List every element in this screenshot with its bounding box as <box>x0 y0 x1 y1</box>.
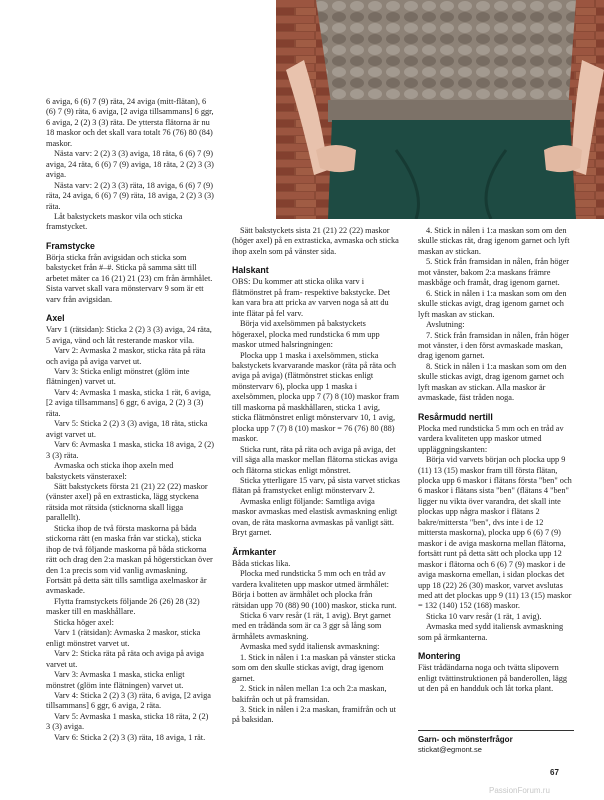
paragraph: Varv 3: Avmaska 1 maska, sticka enligt mönstret (glöm inte flätningen) varvet ut. <box>46 670 185 690</box>
section-heading: Montering <box>418 651 461 662</box>
paragraph: Låt bakstyckets maskor vila och sticka framstycket. <box>46 211 183 232</box>
contact-email: stickat@egmont.se <box>418 745 482 754</box>
section-heading: Framstycke <box>46 240 95 251</box>
paragraph: Avmaska och sticka ihop axeln med bakstyckets vänsteraxel: <box>46 461 174 481</box>
paragraph: Sticka 6 varv resår (1 rät, 1 avig). Bryt garnet med en trådända som är ca 3 ggr så lång som ärmhålets avmaskning. <box>232 610 391 641</box>
paragraph: Varv 2: Sticka räta på räta och aviga på aviga varvet ut. <box>46 649 204 669</box>
page-number: 67 <box>550 768 559 777</box>
paragraph: 4. Stick in nålen i 1:a maskan som om den skulle stickas rät, drag igenom garnet och lyft maskan av stickan. <box>418 226 570 256</box>
paragraph: Plocka upp 1 maska i axelsömmen, sticka bakstyckets kvarvarande maskor (räta på räta och aviga på aviga) (flätmönstret stickas enligt mönstervarv 6), plocka upp 1 maska i axelsömmen, plocka upp 7 (7) 8 (10) maskor fram till maskorna på maskhållaren, sticka 1 avig, sticka flätmönstret enligt mönstervarv 10, 1 avig, plocka upp 7 (7) 8 (10) maskor = 76 (76) 80 (88) maskor. <box>232 350 400 444</box>
section-heading: Resårmudd nertill <box>418 411 493 422</box>
paragraph: Varv 1 (rätsidan): Avmaska 2 maskor, sticka enligt mönstret varvet ut. <box>46 628 201 648</box>
paragraph: Börja vid varvets början och plocka upp 9 (11) 13 (15) maskor fram till första flätan, plocka upp 6 maskor i flätans första "ben" och 6 maskor i flätans sista "ben" (flätans 4 "ben" ligger nu vikta över varandra, det skall inte plockas upp några maskor i flätans 2 bakre/mittersta "ben", dvs inte i de 12 mittersta maskorna), plocka upp 6 (6) 7 (9) maskor i de aviga maskorna mellan flätorna, fortsätt runt på detta sätt och plocka upp 12 maskor i flätorna och 6 (6) 7 (9) maskor i de aviga maskorna emellan, i sidan plockas det upp 18 (22) 26 (30) maskor, varvet avslutas med att det plockas upp 9 (11) 13 (15) maskor = 132 (140) 152 (168) maskor. <box>418 455 572 611</box>
paragraph: Sticka runt, räta på räta och aviga på aviga, det vill säga alla maskor mellan flätorna stickas aviga och flätorna stickas enligt mönstret. <box>232 444 398 475</box>
paragraph: Avmaska med sydd italiensk avmaskning som på ärmkanterna. <box>418 622 564 642</box>
paragraph: Nästa varv: 2 (2) 3 (3) räta, 18 aviga, 6 (6) 7 (9) räta, 24 aviga, 6 (6) 7 (9) räta, 18 aviga, 2 (2) 3 (3) räta. <box>46 180 214 211</box>
paragraph: Fäst trådändarna noga och tvätta slipovern enligt tvättinstruktionen på banderollen, lägg ut den på en handduk och låt torka plant. <box>418 663 568 694</box>
divider <box>418 730 574 731</box>
paragraph: Sticka höger axel: <box>54 617 114 627</box>
photo-model-sweater <box>276 0 604 219</box>
column-middle <box>232 226 400 726</box>
paragraph: Flytta framstyckets följande 26 (26) 28 (32) masker till en maskhållare. <box>46 596 200 617</box>
column-right <box>418 226 574 695</box>
paragraph: Sticka 10 varv resår (1 rät, 1 avig). <box>426 611 542 621</box>
paragraph: 7. Stick från framsidan in nålen, från höger mot vänster, i den först avmaskade maskan, drag igenom garnet. <box>418 330 570 361</box>
paragraph: Varv 1 (rätsidan): Sticka 2 (2) 3 (3) aviga, 24 räta, 5 aviga, vänd och låt resterande maskor vila. <box>46 325 212 345</box>
paragraph: 6. Stick in nålen i 1:a maskan som om den skulle stickas avigt, drag igenom garnet och lyft maskan av stickan. <box>418 288 567 319</box>
paragraph: 6 aviga, 6 (6) 7 (9) räta, 24 aviga (mitt-flätan), 6 (6) 7 (9) räta, 6 aviga, [2 aviga tillsammans] 6 ggr, 6 aviga, 2 (2) 3 (3) räta. De yttersta flätorna är nu 18 maskor och det skall vara totalt 76 (76) 80 (84) maskor. <box>46 97 214 148</box>
paragraph: Varv 4: Sticka 2 (2) 3 (3) räta, 6 aviga, [2 aviga tillsammans] 6 ggr, 6 aviga, 2 räta. <box>46 691 211 711</box>
paragraph: 3. Stick in nålen i 2:a maskan, framifrån och ut på baksidan. <box>232 705 396 725</box>
paragraph: Börja vid axelsömmen på bakstyckets högeraxel, plocka med rundsticka 6 mm upp maskor utmed halsringningen: <box>232 319 380 350</box>
paragraph: Varv 2: Avmaska 2 maskor, sticka räta på räta och aviga på aviga varvet ut. <box>46 346 206 366</box>
watermark: PassionForum.ru <box>489 786 550 795</box>
paragraph: 1. Stick in nålen i 1:a maskan på vänster sticka som om den skulle stickas avigt, drag igenom garnet. <box>232 652 396 683</box>
paragraph: Avmaska med sydd italiensk avmaskning: <box>240 642 380 652</box>
paragraph: Sätt bakstyckets första 21 (21) 22 (22) maskor (vänster axel) på en extrasticka, lägg styckena rätsida mot rätsida (sticknorna skall ligga parallellt). <box>46 481 208 523</box>
paragraph: 8. Stick in nålen i 1:a maskan som om den skulle stickas avigt, drag igenom garnet och lyft maskan av stickan. Alla maskor är avmaskade, fäst tråden noga. <box>418 361 567 403</box>
paragraph: OBS: Du kommer att sticka olika varv i flätmönstret på fram- respektive bakstycke. Det kan vara bra att pricka av varven noga så att du inte flätar på fel varv. <box>232 277 391 318</box>
paragraph: Plocka med rundsticka 5 mm och en tråd av vardera kvaliteten upp maskor utmed ärmhålet: Börja i botten av ärmhålet och plocka från rätsidan upp 70 (88) 90 (100) maskor, sticka runt. <box>232 569 397 610</box>
paragraph: Varv 5: Sticka 2 (2) 3 (3) aviga, 18 räta, sticka avigt varvet ut. <box>46 419 208 439</box>
paragraph: Nästa varv: 2 (2) 3 (3) aviga, 18 räta, 6 (6) 7 (9) aviga, 24 räta, 6 (6) 7 (9) aviga, 18 räta, 2 (2) 3 (3) aviga. <box>46 149 214 180</box>
section-heading: Axel <box>46 313 65 324</box>
paragraph: Avslutning: <box>426 320 465 330</box>
contact-label: Garn- och mönsterfrågor <box>418 735 513 744</box>
paragraph: Börja sticka från avigsidan och sticka som bakstycket från #–#. Sticka på samma sätt till arbetet mäter ca 16 (21) 21 (23) cm från ärmhålet. Sista varvet skall vara mönstervarv 9 som är ett varv från avigsidan. <box>46 252 213 304</box>
paragraph: Sticka ytterligare 15 varv, på sista varvet stickas flätan på framstycket enligt mönstervarv 2. <box>232 475 400 496</box>
column-left <box>46 97 214 743</box>
paragraph: 2. Stick in nålen mellan 1:a och 2:a maskan, bakifrån och ut på framsidan. <box>232 684 387 704</box>
paragraph: Båda stickas lika. <box>232 558 291 568</box>
paragraph: Varv 4: Avmaska 1 maska, sticka 1 rät, 6 aviga, [2 aviga tillsammans] 6 ggr, 6 aviga, 2 (2) 3 (3) räta. <box>46 387 211 418</box>
section-heading: Halskant <box>232 265 269 276</box>
paragraph: 5. Stick från framsidan in nålen, från höger mot vänster, bakom 2:a maskans främre maskbåge och framåt, drag igenom garnet. <box>418 257 570 288</box>
section-heading: Ärmkanter <box>232 546 277 557</box>
paragraph: Plocka med rundsticka 5 mm och en tråd av vardera kvaliteten upp maskor utmed uppläggningskanten: <box>418 423 564 454</box>
paragraph: Sticka ihop de två första maskorna på båda stickorna rätt (en maska från var sticka), sticka ihop de två följande maskorna på båda stickorna rätt och drag den 2:a maskan på högerstickan över den 1:a precis som vid vanlig avmaskning. Fortsätt på detta sätt tills samtliga axelmaskor är avmaskade. <box>46 523 213 596</box>
paragraph: Varv 3: Sticka enligt mönstret (glöm inte flätningen) varvet ut. <box>46 366 190 387</box>
paragraph: Varv 6: Sticka 2 (2) 3 (3) räta, 18 aviga, 1 rät. <box>54 732 206 742</box>
paragraph: Avmaska enligt följande: Samtliga aviga maskor avmaskas med elastisk avmaskning enligt ovan, de räta maskorna avmaskas på vanligt sätt. Bryt garnet. <box>232 496 398 538</box>
contact-block <box>418 730 574 754</box>
paragraph: Varv 5: Avmaska 1 maska, sticka 18 räta, 2 (2) 3 (3) aviga. <box>46 711 209 732</box>
paragraph: Varv 6: Avmaska 1 maska, sticka 18 aviga, 2 (2) 3 (3) räta. <box>46 440 214 460</box>
paragraph: Sätt bakstyckets sista 21 (21) 22 (22) maskor (höger axel) på en extrasticka, avmaska och sticka ihop axeln som på vänster sida. <box>232 226 399 256</box>
